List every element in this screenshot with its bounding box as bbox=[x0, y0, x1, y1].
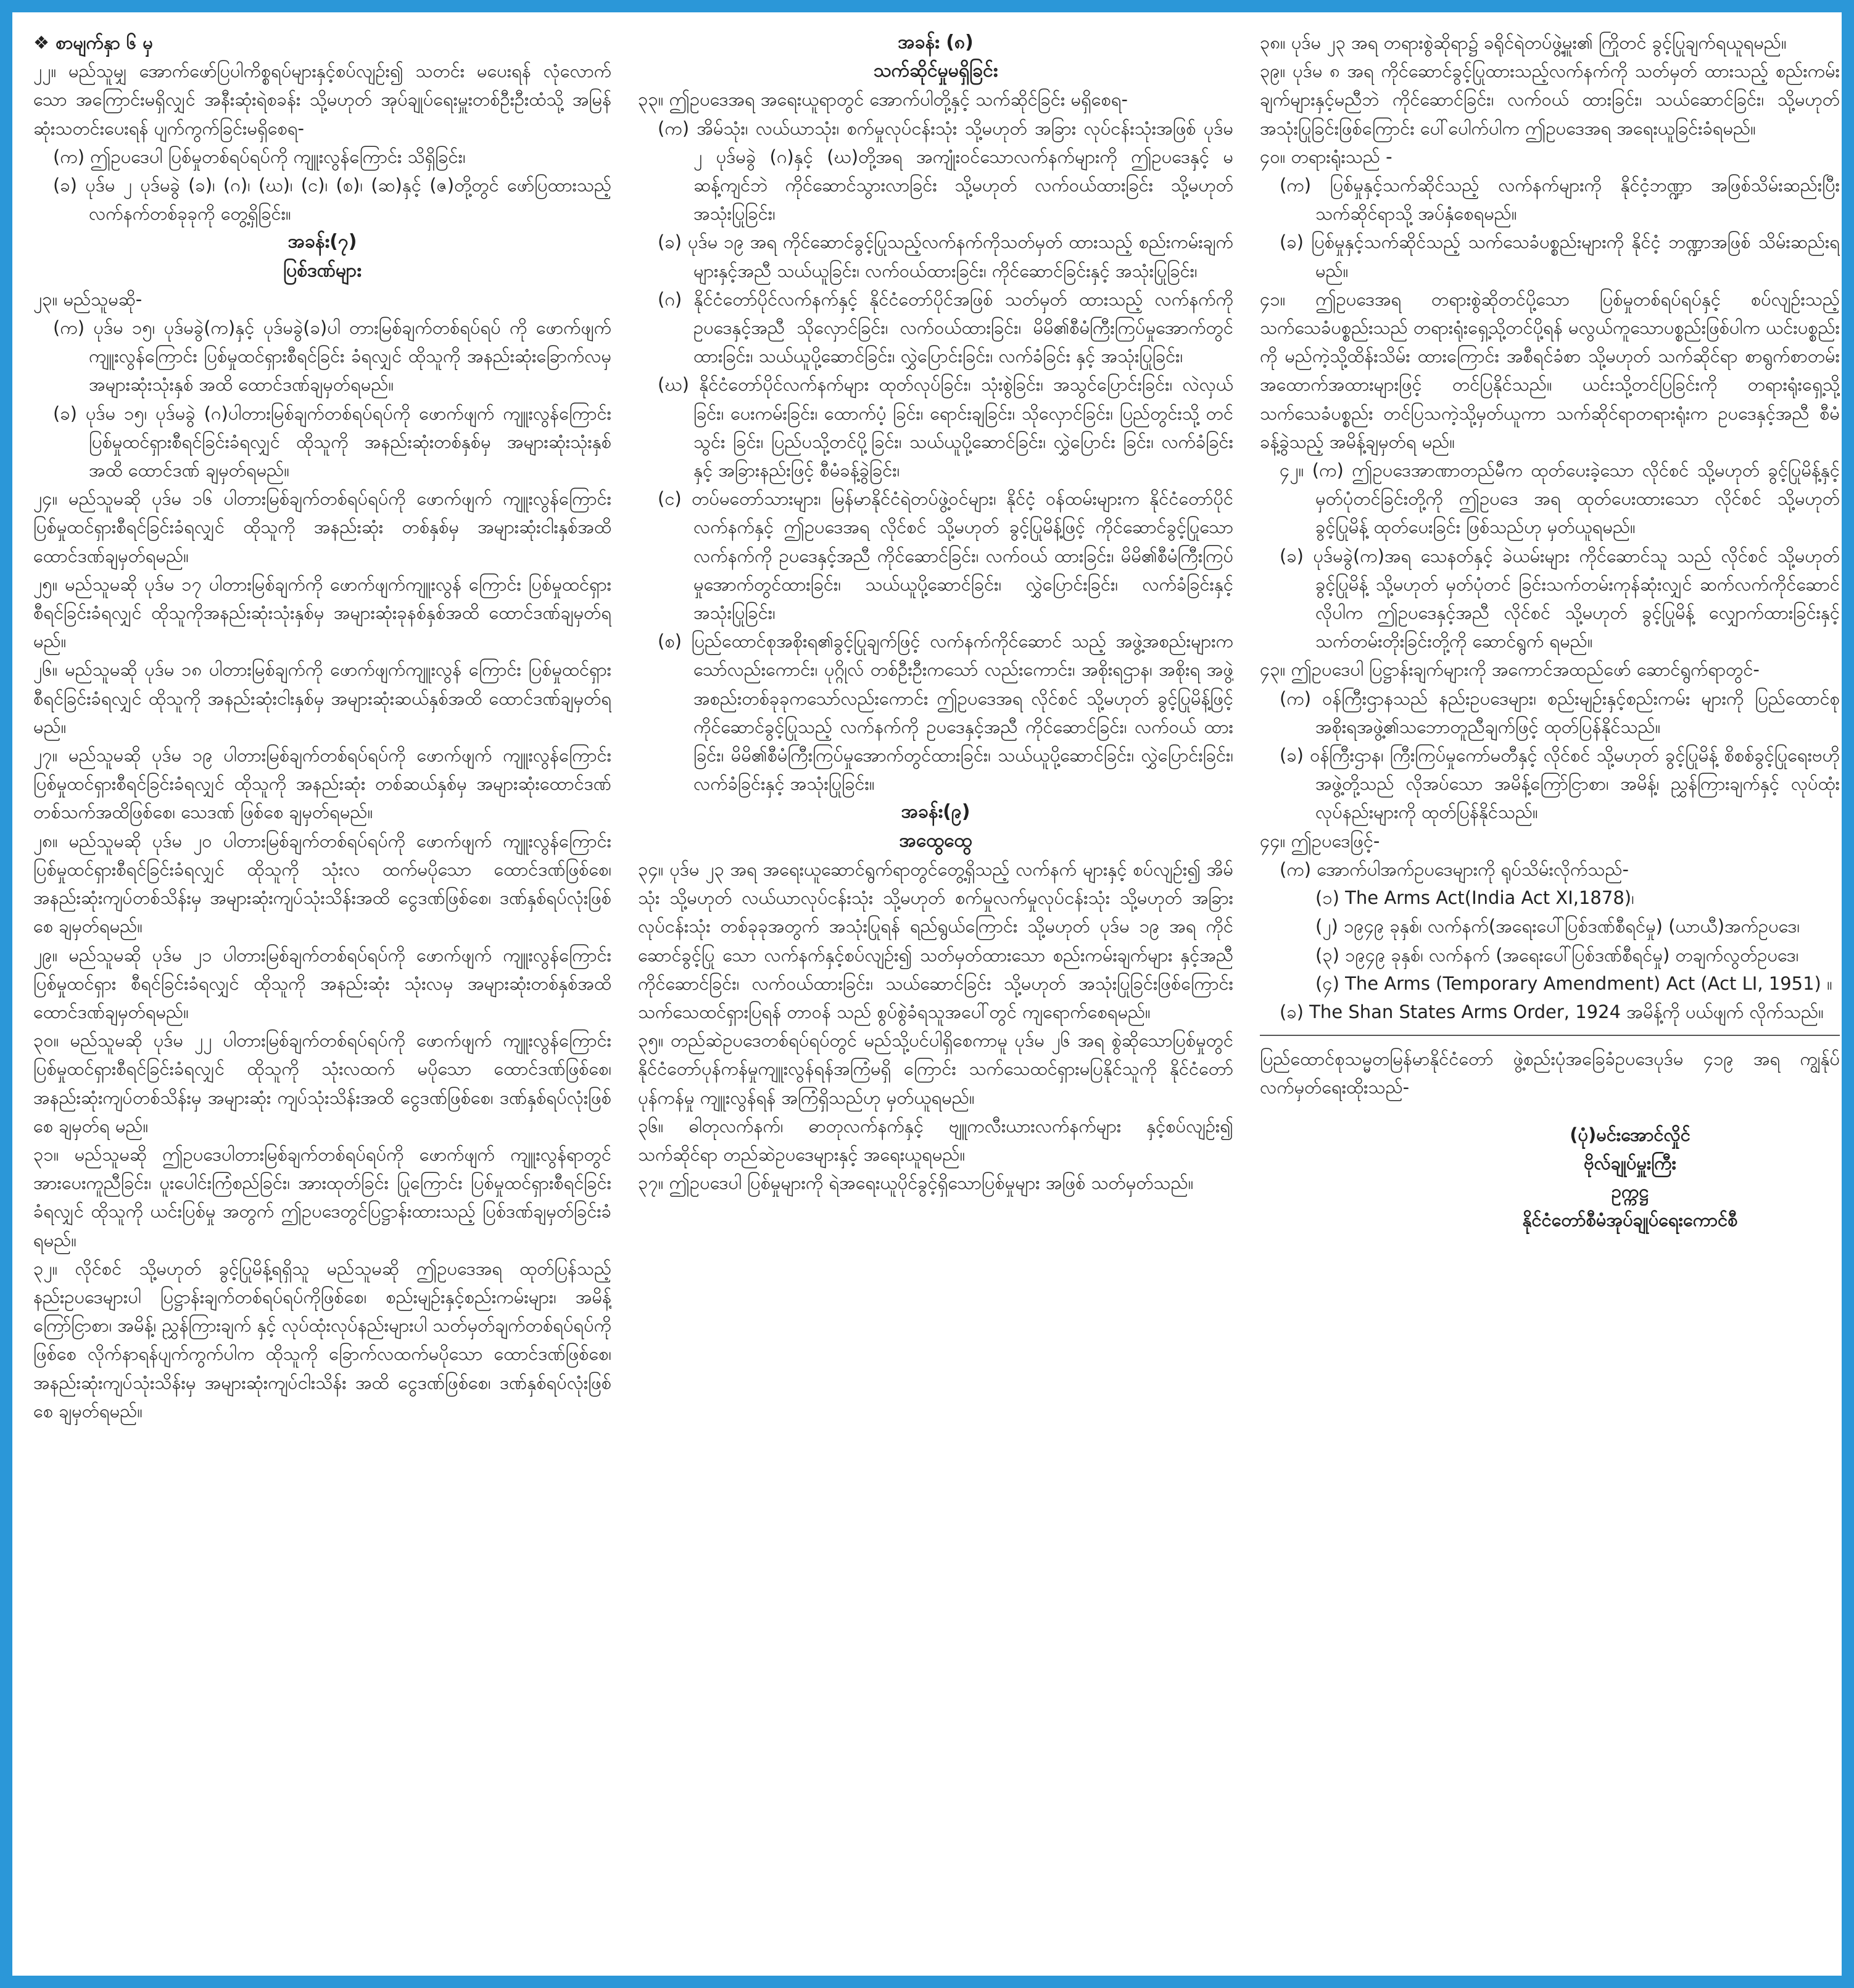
section-33-e: (င) တပ်မတော်သားများ၊ မြန်မာနိုင်ငံရဲတပ်ဖွဲ့ဝင်များ၊ နိုင်ငံ့ ဝန်ထမ်းများက နိုင်ငံတော်ပိုင်လက်နက်နှင့် ဤဥပဒေအရ လိုင်စင် သို့မဟုတ် ခွင့်ပြုမိန့်ဖြင့် ကိုင်ဆောင်ခွင့်ပြုသော လက်နက်ကို ဥပဒေနှင့်အညီ ကိုင်ဆောင်ခြင်း၊ လက်ဝယ် ထားခြင်း၊ မိမိ၏စီမံကြီးကြပ်မှုအောက်တွင်ထားခြင်း၊ သယ်ယူပို့ဆောင်ခြင်း၊ လွှဲပြောင်းခြင်း၊ လက်ခံခြင်းနှင့် အသုံးပြုခြင်း၊ bbox=[658, 488, 1233, 624]
repealed-act-2: (၂) ၁၉၄၉ ခုနှစ်၊ လက်နက်(အရေးပေါ်ပြစ်ဒဏ်စီရင်မှု) (ယာယီ)အက်ဥပဒေ၊ bbox=[1315, 916, 1800, 937]
section-25: ၂၅။ မည်သူမဆို ပုဒ်မ ၁၇ ပါတားမြစ်ချက်ကို ဖောက်ဖျက်ကျူးလွန် ကြောင်း ပြစ်မှုထင်ရှားစီရင်ခြင်းခံရလျှင် ထိုသူကိုအနည်းဆုံးသုံးနှစ်မှ အများဆုံးခုနစ်နှစ်အထိ ထောင်ဒဏ်ချမှတ်ရမည်။ bbox=[33, 573, 611, 652]
section-23-a: (က) ပုဒ်မ ၁၅၊ ပုဒ်မခွဲ(က)နှင့် ပုဒ်မခွဲ(ခ)ပါ တားမြစ်ချက်တစ်ရပ်ရပ် ကို ဖောက်ဖျက် ကျူးလွန်ကြောင်း ပြစ်မှုထင်ရှားစီရင်ခြင်း ခံရလျှင် ထိုသူကို အနည်းဆုံးခြောက်လမှ အများဆုံးသုံးနှစ် အထိ ထောင်ဒဏ်ချမှတ်ရမည်။ bbox=[53, 317, 611, 396]
section-33-c: (ဂ) နိုင်ငံတော်ပိုင်လက်နက်နှင့် နိုင်ငံတော်ပိုင်အဖြစ် သတ်မှတ် ထားသည့် လက်နက်ကို ဥပဒေနှင့်အညီ သိုလှောင်ခြင်း၊ လက်ဝယ်ထားခြင်း၊ မိမိ၏စီမံကြီးကြပ်မှုအောက်တွင် ထားခြင်း၊ သယ်ယူပို့ဆောင်ခြင်း၊ လွှဲပြောင်းခြင်း၊ လက်ခံခြင်း နှင့် အသုံးပြုခြင်း၊ bbox=[658, 288, 1233, 367]
section-35: ၃၅။ တည်ဆဲဥပဒေတစ်ရပ်ရပ်တွင် မည်သို့ပင်ပါရှိစေကာမူ ပုဒ်မ ၂၆ အရ စွဲဆိုသောပြစ်မှုတွင် နိုင်ငံတော်ပုန်ကန်မှုကျူးလွန်ရန်အကြံမရှိ ကြောင်း သက်သေထင်ရှားမပြနိုင်သူကို နိုင်ငံတော်ပုန်ကန်မှု ကျူးလွန်ရန် အကြံရှိသည်ဟု မှတ်ယူရမည်။ bbox=[638, 1030, 1233, 1108]
section-43: ၄၃။ ဤဥပဒေပါ ပြဋ္ဌာန်းချက်များကို အကောင်အထည်ဖော် ဆောင်ရွက်ရာတွင်- bbox=[1260, 659, 1760, 681]
chapter-8-title: သက်ဆိုင်မှုမရှိခြင်း bbox=[873, 60, 998, 82]
section-42-b: (ခ) ပုဒ်မခွဲ(က)အရ သေနတ်နှင့် ခဲယမ်းများ ကိုင်ဆောင်သူ သည် လိုင်စင် သို့မဟုတ် ခွင့်ပြုမိန့် သို့မဟုတ် မှတ်ပုံတင် ခြင်းသက်တမ်းကုန်ဆုံးလျှင် ဆက်လက်ကိုင်ဆောင် လိုပါက ဤဥပဒေနှင့်အညီ လိုင်စင် သို့မဟုတ် ခွင့်ပြုမိန့် လျှောက်ထားခြင်းနှင့် သက်တမ်းတိုးခြင်းတို့ကို ဆောင်ရွက် ရမည်။ bbox=[1280, 545, 1840, 652]
repealed-act-1: (၁) The Arms Act(India Act XI,1878)၊ bbox=[1315, 887, 1634, 909]
signature-name: (ပုံ)မင်းအောင်လှိုင် bbox=[1570, 1124, 1691, 1145]
chapter-9-heading: အခန်း(၉) bbox=[901, 801, 970, 823]
chapter-9-title: အထွေထွေ bbox=[899, 829, 972, 851]
section-40: ၄၀။ တရားရုံးသည် - bbox=[1260, 146, 1393, 167]
signature-spacer bbox=[1260, 1102, 1840, 1120]
section-37: ၃၇။ ဤဥပဒေပါ ပြစ်မှုများကို ရဲအရေးယူပိုင်ခွင့်ရှိသောပြစ်မှုများ အဖြစ် သတ်မှတ်သည်။ bbox=[638, 1172, 1194, 1194]
section-43-b: (ခ) ဝန်ကြီးဌာန၊ ကြီးကြပ်မှုကော်မတီနှင့် လိုင်စင် သို့မဟုတ် ခွင့်ပြုမိန့် စိစစ်ခွင့်ပြုရေးဗဟိုအဖွဲ့တို့သည် လိုအပ်သော အမိန့်ကြော်ငြာစာ၊ အမိန့်၊ ညွှန်ကြားချက်နှင့် လုပ်ထုံး လုပ်နည်းများကို ထုတ်ပြန်နိုင်သည်။ bbox=[1280, 745, 1840, 823]
section-44-a: (က) အောက်ပါအက်ဥပဒေများကို ရုပ်သိမ်းလိုက်သည်- bbox=[1280, 858, 1629, 880]
repealed-act-4: (၄) The Arms (Temporary Amendment) Act (Act LI, 1951) ။ bbox=[1315, 972, 1832, 994]
section-29: ၂၉။ မည်သူမဆို ပုဒ်မ ၂၁ ပါတားမြစ်ချက်တစ်ရပ်ရပ်ကို ဖောက်ဖျက် ကျူးလွန်ကြောင်း ပြစ်မှုထင်ရှား စီရင်ခြင်းခံရလျှင် ထိုသူကို အနည်းဆုံး သုံးလမှ အများဆုံးတစ်နှစ်အထိ ထောင်ဒဏ်ချမှတ်ရမည်။ bbox=[33, 944, 611, 1022]
signature-position: ဥက္ကဋ္ဌ bbox=[1611, 1180, 1649, 1202]
section-23-b: (ခ) ပုဒ်မ ၁၅၊ ပုဒ်မခွဲ (ဂ)ပါတားမြစ်ချက်တစ်ရပ်ရပ်ကို ဖောက်ဖျက် ကျူးလွန်ကြောင်း ပြစ်မှုထင်ရှားစီရင်ခြင်းခံရလျှင် ထိုသူကို အနည်းဆုံးတစ်နှစ်မှ အများဆုံးသုံးနှစ်အထိ ထောင်ဒဏ် ချမှတ်ရမည်။ bbox=[53, 402, 611, 481]
section-28: ၂၈။ မည်သူမဆို ပုဒ်မ ၂၀ ပါတားမြစ်ချက်တစ်ရပ်ရပ်ကို ဖောက်ဖျက် ကျူးလွန်ကြောင်း ပြစ်မှုထင်ရှားစီရင်ခြင်းခံရလျှင် ထိုသူကို သုံးလ ထက်မပိုသော ထောင်ဒဏ်ဖြစ်စေ၊ အနည်းဆုံးကျပ်တစ်သိန်းမှ အများဆုံးကျပ်သုံးသိန်းအထိ ငွေဒဏ်ဖြစ်စေ၊ ဒဏ်နှစ်ရပ်လုံးဖြစ်စေ ချမှတ်ရမည်။ bbox=[33, 830, 611, 937]
section-33: ၃၃။ ဤဥပဒေအရ အရေးယူရာတွင် အောက်ပါတို့နှင့် သက်ဆိုင်ခြင်း မရှိစေရ- bbox=[638, 89, 1128, 110]
signature-rank: ဗိုလ်ချုပ်မှူးကြီး bbox=[1584, 1152, 1676, 1174]
chapter-8-heading: အခန်း (၈) bbox=[898, 31, 974, 53]
section-33-f: (စ) ပြည်ထောင်စုအစိုးရ၏ခွင့်ပြုချက်ဖြင့် လက်နက်ကိုင်ဆောင် သည့် အဖွဲ့အစည်းများကသော်လည်းကောင်း၊ ပုဂ္ဂိုလ် တစ်ဦးဦးကသော် လည်းကောင်း၊ အစိုးရဌာန၊ အစိုးရ အဖွဲ့ အစည်းတစ်ခုခုကသော်လည်းကောင်း ဤဥပဒေအရ လိုင်စင် သို့မဟုတ် ခွင့်ပြုမိန့်ဖြင့် ကိုင်ဆောင်ခွင့်ပြုသည့် လက်နက်ကို ဥပဒေနှင့်အညီ ကိုင်ဆောင်ခြင်း၊ လက်ဝယ် ထားခြင်း၊ မိမိ၏စီမံကြီးကြပ်မှုအောက်တွင်ထားခြင်း၊ သယ်ယူပို့ဆောင်ခြင်း၊ လွှဲပြောင်းခြင်း၊ လက်ခံခြင်းနှင့် အသုံးပြုခြင်း။ bbox=[658, 631, 1233, 795]
section-31: ၃၁။ မည်သူမဆို ဤဥပဒေပါတားမြစ်ချက်တစ်ရပ်ရပ်ကို ဖောက်ဖျက် ကျူးလွန်ရာတွင် အားပေးကူညီခြင်း၊ ပူးပေါင်းကြံစည်ခြင်း၊ အားထုတ်ခြင်း ပြုကြောင်း ပြစ်မှုထင်ရှားစီရင်ခြင်းခံရလျှင် ထိုသူကို ယင်းပြစ်မှု အတွက် ဤဥပဒေတွင်ပြဋ္ဌာန်းထားသည့် ပြစ်ဒဏ်ချမှတ်ခြင်းခံရမည်။ bbox=[33, 1143, 611, 1251]
section-23: ၂၃။ မည်သူမဆို- bbox=[33, 288, 143, 310]
column-right bbox=[1260, 28, 1840, 1984]
section-39: ၃၉။ ပုဒ်မ ၈ အရ ကိုင်ဆောင်ခွင့်ပြုထားသည့်လက်နက်ကို သတ်မှတ် ထားသည့် စည်းကမ်းချက်များနှင့်မညီဘဲ ကိုင်ဆောင်ခြင်း၊ လက်ဝယ် ထားခြင်း၊ သယ်ဆောင်ခြင်း၊ သို့မဟုတ် အသုံးပြုခြင်းဖြစ်ကြောင်း ပေါ်ပေါက်ပါက ဤဥပဒေအရ အရေးယူခြင်းခံရမည်။ bbox=[1260, 60, 1840, 139]
section-38: ၃၈။ ပုဒ်မ ၂၃ အရ တရားစွဲဆိုရာ၌ ခရိုင်ရဲတပ်ဖွဲ့မှူး၏ ကြိုတင် ခွင့်ပြုချက်ရယူရမည်။ bbox=[1260, 32, 1787, 53]
chapter-7-heading: အခန်း(၇) bbox=[288, 231, 357, 253]
section-40-a: (က) ပြစ်မှုနှင့်သက်ဆိုင်သည့် လက်နက်များကို နိုင်ငံ့ဘဏ္ဍာ အဖြစ်သိမ်းဆည်းပြီး သက်ဆိုင်ရာသို့ အပ်နှံစေရမည်။ bbox=[1280, 175, 1840, 225]
section-30: ၃၀။ မည်သူမဆို ပုဒ်မ ၂၂ ပါတားမြစ်ချက်တစ်ရပ်ရပ်ကို ဖောက်ဖျက် ကျူးလွန်ကြောင်း ပြစ်မှုထင်ရှားစီရင်ခြင်းခံရလျှင် ထိုသူကို သုံးလထက် မပိုသော ထောင်ဒဏ်ဖြစ်စေ၊ အနည်းဆုံးကျပ်တစ်သိန်းမှ အများဆုံး ကျပ်သုံးသိန်းအထိ ငွေဒဏ်ဖြစ်စေ၊ ဒဏ်နှစ်ရပ်လုံးဖြစ်စေ ချမှတ်ရ မည်။ bbox=[33, 1030, 611, 1137]
repealed-act-3: (၃) ၁၉၄၉ ခုနှစ်၊ လက်နက် (အရေးပေါ်ပြစ်ဒဏ်စီရင်မှု) တချက်လွတ်ဥပဒေ၊ bbox=[1315, 944, 1799, 966]
section-40-b: (ခ) ပြစ်မှုနှင့်သက်ဆိုင်သည့် သက်သေခံပစ္စည်းများကို နိုင်ငံ့ ဘဏ္ဍာအဖြစ် သိမ်းဆည်းရမည်။ bbox=[1280, 231, 1840, 281]
chapter-7-title: ပြစ်ဒဏ်များ bbox=[283, 259, 362, 281]
section-44-b: (ခ) The Shan States Arms Order, 1924 အမိန့်ကို ပယ်ဖျက် လိုက်သည်။ bbox=[1280, 1001, 1824, 1022]
section-22-b: (ခ) ပုဒ်မ ၂ ပုဒ်မခွဲ (ခ)၊ (ဂ)၊ (ဃ)၊ (င)၊ (စ)၊ (ဆ)နှင့် (ဇ)တို့တွင် ဖော်ပြထားသည့် လက်နက်တစ်ခုခုကို တွေ့ရှိခြင်း။ bbox=[53, 175, 611, 225]
section-32: ၃၂။ လိုင်စင် သို့မဟုတ် ခွင့်ပြုမိန့်ရရှိသူ မည်သူမဆို ဤဥပဒေအရ ထုတ်ပြန်သည့် နည်းဥပဒေများပါ ပြဋ္ဌာန်းချက်တစ်ရပ်ရပ်ကိုဖြစ်စေ၊ စည်းမျဉ်းနှင့်စည်းကမ်းများ၊ အမိန့်ကြော်ငြာစာ၊ အမိန့်၊ ညွှန်ကြားချက် နှင့် လုပ်ထုံးလုပ်နည်းများပါ သတ်မှတ်ချက်တစ်ရပ်ရပ်ကိုဖြစ်စေ လိုက်နာရန်ပျက်ကွက်ပါက ထိုသူကို ခြောက်လထက်မပိုသော ထောင်ဒဏ်ဖြစ်စေ၊ အနည်းဆုံးကျပ်သုံးသိန်းမှ အများဆုံးကျပ်ငါးသိန်း အထိ ငွေဒဏ်ဖြစ်စေ၊ ဒဏ်နှစ်ရပ်လုံးဖြစ်စေ ချမှတ်ရမည်။ bbox=[33, 1257, 611, 1422]
closing-statement: ပြည်ထောင်စုသမ္မတမြန်မာနိုင်ငံတော် ဖွဲ့စည်းပုံအခြေခံဥပဒေပုဒ်မ ၄၁၉ အရ ကျွန်ုပ် လက်မှတ်ရေးထိုးသည်- bbox=[1260, 1048, 1840, 1098]
section-27: ၂၇။ မည်သူမဆို ပုဒ်မ ၁၉ ပါတားမြစ်ချက်တစ်ရပ်ရပ်ကို ဖောက်ဖျက် ကျူးလွန်ကြောင်း ပြစ်မှုထင်ရှားစီရင်ခြင်းခံရလျှင် ထိုသူကို အနည်းဆုံး တစ်ဆယ်နှစ်မှ အများဆုံးထောင်ဒဏ်တစ်သက်အထိဖြစ်စေ၊ သေဒဏ် ဖြစ်စေ ချမှတ်ရမည်။ bbox=[33, 745, 611, 823]
section-42-a: ၄၂။ (က) ဤဥပဒေအာဏာတည်မီက ထုတ်ပေးခဲ့သော လိုင်စင် သို့မဟုတ် ခွင့်ပြုမိန့်နှင့် မှတ်ပုံတင်ခြင်းတို့ကို ဤဥပဒေ အရ ထုတ်ပေးထားသော လိုင်စင် သို့မဟုတ် ခွင့်ပြုမိန့် ထုတ်ပေးခြင်း ဖြစ်သည်ဟု မှတ်ယူရမည်။ bbox=[1280, 460, 1840, 538]
section-33-a: (က) အိမ်သုံး၊ လယ်ယာသုံး၊ စက်မှုလုပ်ငန်းသုံး သို့မဟုတ် အခြား လုပ်ငန်းသုံးအဖြစ် ပုဒ်မ ၂ ပုဒ်မခွဲ (ဂ)နှင့် (ဃ)တို့အရ အကျုံးဝင်သောလက်နက်များကို ဤဥပဒေနှင့် မဆန့်ကျင်ဘဲ ကိုင်ဆောင်သွားလာခြင်း သို့မဟုတ် လက်ဝယ်ထားခြင်း သို့မဟုတ် အသုံးပြုခြင်း၊ bbox=[658, 117, 1233, 225]
section-41: ၄၁။ ဤဥပဒေအရ တရားစွဲဆိုတင်ပို့သော ပြစ်မှုတစ်ရပ်ရပ်နှင့် စပ်လျဉ်းသည့် သက်သေခံပစ္စည်းသည် တရားရုံးရှေ့သို့တင်ပို့ရန် မလွယ်ကူသောပစ္စည်းဖြစ်ပါက ယင်းပစ္စည်းကို မည်ကဲ့သို့ထိန်းသိမ်း ထားကြောင်း အစီရင်ခံစာ သို့မဟုတ် သက်ဆိုင်ရာ စာရွက်စာတမ်း အထောက်အထားများဖြင့် တင်ပြနိုင်သည်။ ယင်းသို့တင်ပြခြင်းကို တရားရုံးရှေ့သို့ သက်သေခံပစ္စည်း တင်ပြသကဲ့သို့မှတ်ယူကာ သက်ဆိုင်ရာတရားရုံးက ဥပဒေနှင့်အညီ စီမံခန့်ခွဲသည့် အမိန့်ချမှတ်ရ မည်။ bbox=[1260, 288, 1840, 452]
section-36: ၃၆။ ဓါတုလက်နက်၊ ဓာတုလက်နက်နှင့် ဗျူကလီးယားလက်နက်များ နှင့်စပ်လျဉ်း၍ သက်ဆိုင်ရာ တည်ဆဲဥပဒေများနှင့် အရေးယူရမည်။ bbox=[638, 1115, 1233, 1165]
section-24: ၂၄။ မည်သူမဆို ပုဒ်မ ၁၆ ပါတားမြစ်ချက်တစ်ရပ်ရပ်ကို ဖောက်ဖျက် ကျူးလွန်ကြောင်း ပြစ်မှုထင်ရှားစီရင်ခြင်းခံရလျှင် ထိုသူကို အနည်းဆုံး တစ်နှစ်မှ အများဆုံးငါးနှစ်အထိ ထောင်ဒဏ်ချမှတ်ရမည်။ bbox=[33, 488, 611, 566]
section-26: ၂၆။ မည်သူမဆို ပုဒ်မ ၁၈ ပါတားမြစ်ချက်ကို ဖောက်ဖျက်ကျူးလွန် ကြောင်း ပြစ်မှုထင်ရှားစီရင်ခြင်းခံရလျှင် ထိုသူကို အနည်းဆုံးငါးနှစ်မှ အများဆုံးဆယ်နှစ်အထိ ထောင်ဒဏ်ချမှတ်ရမည်။ bbox=[33, 659, 611, 737]
section-22: ၂၂။ မည်သူမျှ အောက်ဖော်ပြပါကိစ္စရပ်များနှင့်စပ်လျဉ်း၍ သတင်း မပေးရန် လုံလောက်သော အကြောင်းမရှိလျှင် အနီးဆုံးရဲစခန်း သို့မဟုတ် အုပ်ချုပ်ရေးမှူးတစ်ဦးဦးထံသို့ အမြန်ဆုံးသတင်းပေးရန် ပျက်ကွက်ခြင်းမရှိစေရ- bbox=[33, 60, 611, 139]
section-44: ၄၄။ ဤဥပဒေဖြင့်- bbox=[1260, 830, 1380, 851]
section-34: ၃၄။ ပုဒ်မ ၂၃ အရ အရေးယူဆောင်ရွက်ရာတွင်တွေ့ရှိသည့် လက်နက် များနှင့် စပ်လျဉ်း၍ အိမ်သုံး သို့မဟုတ် လယ်ယာလုပ်ငန်းသုံး သို့မဟုတ် စက်မှုလက်မှုလုပ်ငန်းသုံး သို့မဟုတ် အခြားလုပ်ငန်းသုံး တစ်ခုခုအတွက် အသုံးပြုရန် ရည်ရွယ်ကြောင်း သို့မဟုတ် ပုဒ်မ ၁၉ အရ ကိုင်ဆောင်ခွင့်ပြု သော လက်နက်နှင့်စပ်လျဉ်း၍ သတ်မှတ်ထားသော စည်းကမ်းချက်များ နှင့်အညီ ကိုင်ဆောင်ခြင်း၊ လက်ဝယ်ထားခြင်း၊ သယ်ဆောင်ခြင်း သို့မဟုတ် အသုံးပြုခြင်းဖြစ်ကြောင်း သက်သေထင်ရှားပြရန် တာဝန် သည် စွပ်စွဲခံရသူအပေါ်တွင် ကျရောက်စေရမည်။ bbox=[638, 858, 1233, 1022]
section-33-d: (ဃ) နိုင်ငံတော်ပိုင်လက်နက်များ ထုတ်လုပ်ခြင်း၊ သုံးစွဲခြင်း၊ အသွင်ပြောင်းခြင်း၊ လဲလှယ်ခြင်း၊ ပေးကမ်းခြင်း၊ ထောက်ပံ့ ခြင်း၊ ရောင်းချခြင်း၊ သိုလှောင်ခြင်း၊ ပြည်တွင်းသို့ တင်သွင်း ခြင်း၊ ပြည်ပသို့တင်ပို့ခြင်း၊ သယ်ယူပို့ဆောင်ခြင်း၊ လွှဲပြောင်း ခြင်း၊ လက်ခံခြင်းနှင့် အခြားနည်းဖြင့် စီမံခန့်ခွဲခြင်း၊ bbox=[658, 374, 1233, 481]
section-22-a: (က) ဤဥပဒေပါ ပြစ်မှုတစ်ရပ်ရပ်ကို ကျူးလွန်ကြောင်း သိရှိခြင်း၊ bbox=[53, 146, 466, 167]
section-43-a: (က) ဝန်ကြီးဌာနသည် နည်းဥပဒေများ၊ စည်းမျဉ်းနှင့်စည်းကမ်း များကို ပြည်ထောင်စုအစိုးရအဖွဲ့၏သဘောတူညီချက်ဖြင့် ထုတ်ပြန်နိုင်သည်။ bbox=[1280, 687, 1840, 737]
section-33-b: (ခ) ပုဒ်မ ၁၉ အရ ကိုင်ဆောင်ခွင့်ပြုသည့်လက်နက်ကိုသတ်မှတ် ထားသည့် စည်းကမ်းချက်များနှင့်အညီ သယ်ယူခြင်း၊ လက်ဝယ်ထားခြင်း၊ ကိုင်ဆောင်ခြင်းနှင့် အသုံးပြုခြင်း၊ bbox=[658, 231, 1233, 281]
column-left bbox=[33, 28, 611, 1984]
continued-from-label: ❖ စာမျက်နှာ ၆ မှ bbox=[33, 32, 153, 53]
divider-line bbox=[1260, 1035, 1840, 1036]
signature-organization: နိုင်ငံတော်စီမံအုပ်ချုပ်ရေးကောင်စီ bbox=[1522, 1209, 1738, 1231]
column-middle bbox=[638, 28, 1233, 1984]
